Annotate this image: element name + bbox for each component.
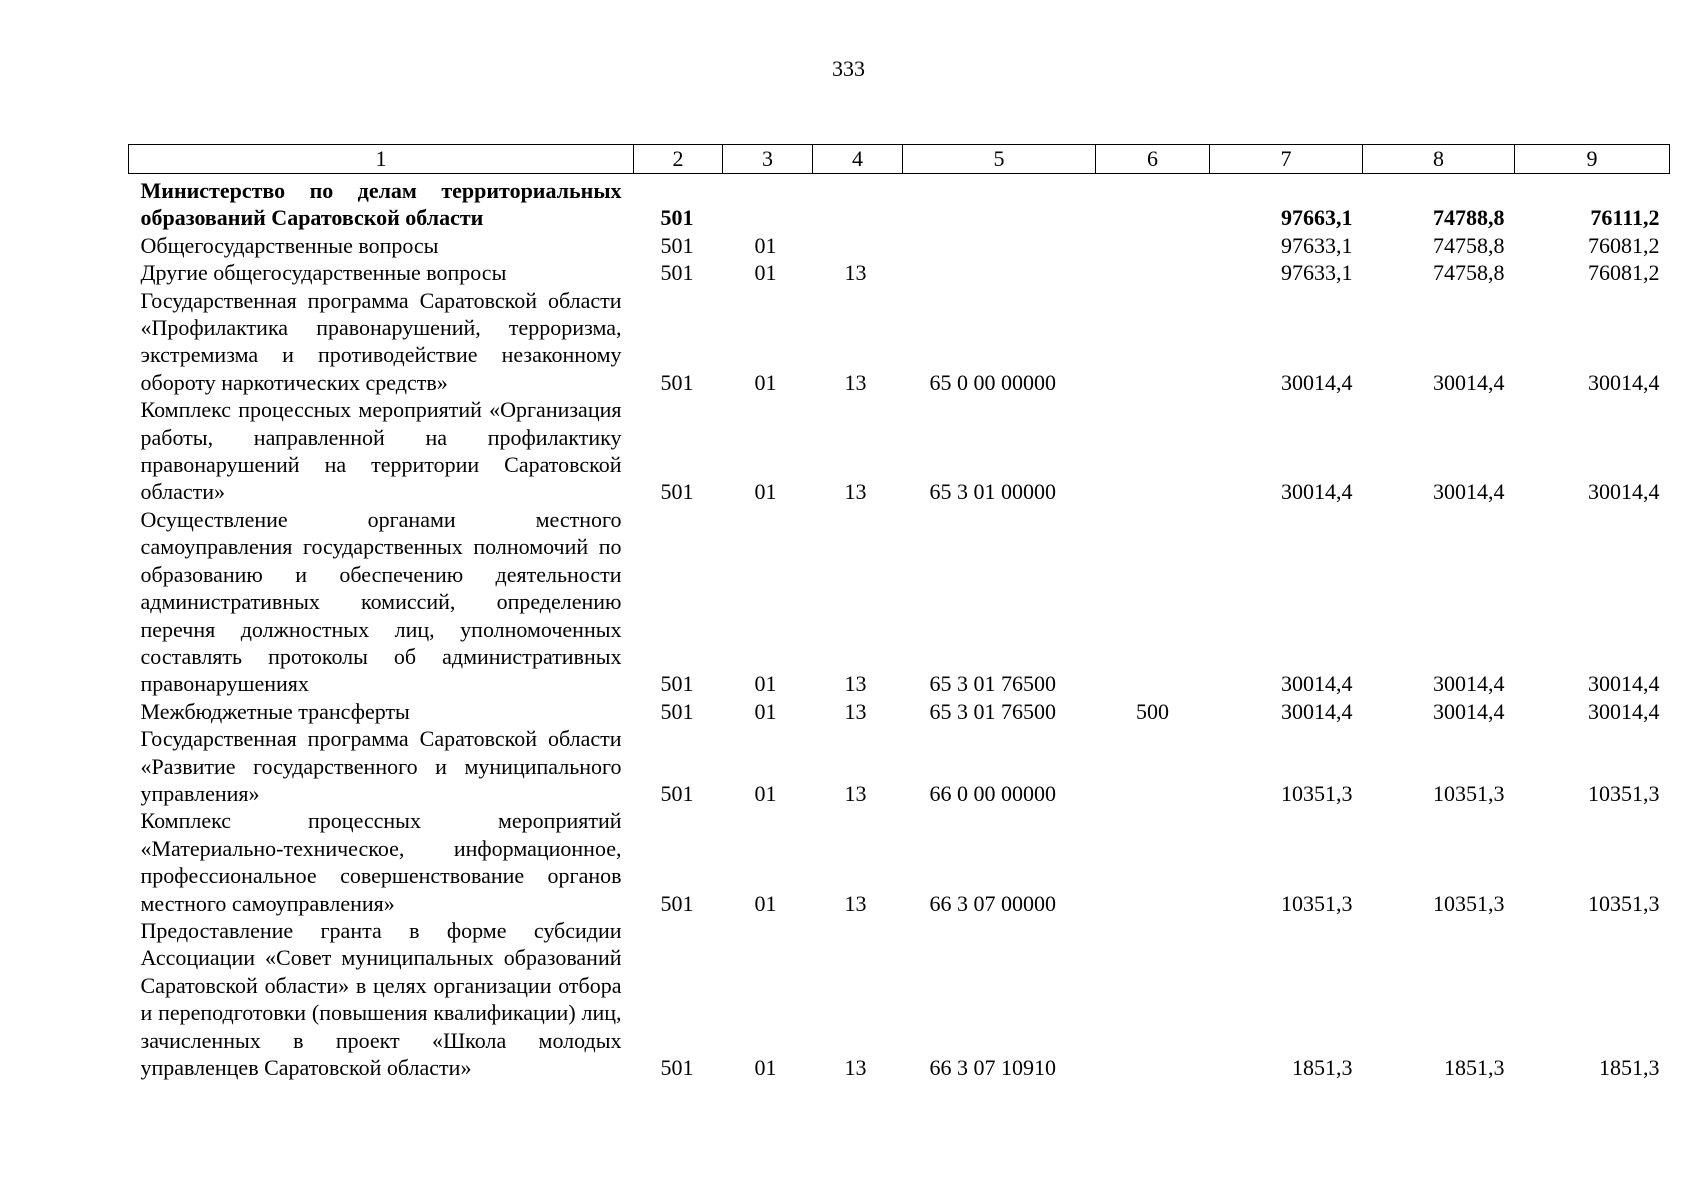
- row-expense-type: [1096, 506, 1210, 698]
- row-value-9: 76111,2: [1590, 205, 1660, 231]
- table-row: [129, 807, 1670, 917]
- row-section: 01: [754, 232, 777, 258]
- row-value-8: 74758,8: [1433, 232, 1505, 258]
- row-grbs: 501: [660, 780, 694, 806]
- row-grbs: 501: [660, 671, 694, 697]
- row-target-article: [903, 232, 1096, 259]
- row-subsection: 13: [844, 479, 867, 505]
- row-name: Министерство по делам территориальных образований Саратовской области: [140, 178, 622, 231]
- row-value-9: 30014,4: [1588, 671, 1660, 697]
- row-name: Государственная программа Саратовской области «Развитие государственного и муниципального управления»: [140, 726, 622, 806]
- row-grbs: 501: [660, 232, 694, 258]
- row-value-7: 1851,3: [1292, 1055, 1353, 1080]
- row-value-7: 30014,4: [1281, 698, 1353, 724]
- row-target-article: 66 0 00 00000: [929, 780, 1056, 806]
- row-value-9: 30014,4: [1588, 369, 1660, 395]
- row-expense-type: [1096, 917, 1210, 1081]
- row-value-9: 76081,2: [1588, 260, 1660, 286]
- row-value-7: 10351,3: [1281, 780, 1353, 806]
- table-row: [129, 396, 1670, 506]
- row-section: 01: [754, 698, 777, 724]
- header-cell: 9: [1515, 145, 1670, 174]
- row-value-8: 30014,4: [1433, 671, 1505, 697]
- row-section: [723, 174, 813, 232]
- header-cell: 3: [723, 145, 813, 174]
- header-cell: 5: [903, 145, 1096, 174]
- row-target-article: 65 3 01 76500: [929, 671, 1056, 697]
- row-target-article: 65 0 00 00000: [929, 369, 1056, 395]
- table-row: [129, 232, 1670, 259]
- row-value-8: 10351,3: [1433, 780, 1505, 806]
- row-value-7: 30014,4: [1281, 369, 1353, 395]
- row-expense-type: [1096, 287, 1210, 397]
- row-value-7: 30014,4: [1281, 479, 1353, 505]
- table-row: [129, 698, 1670, 725]
- row-expense-type: [1096, 396, 1210, 506]
- row-name: Общегосударственные вопросы: [140, 232, 439, 258]
- row-name: Другие общегосударственные вопросы: [140, 260, 507, 286]
- row-value-9: 30014,4: [1588, 479, 1660, 505]
- row-section: 01: [754, 369, 777, 395]
- row-target-article: [903, 174, 1096, 232]
- row-name: Государственная программа Саратовской области «Профилактика правонарушений, терроризма, экстремизма и противодействие незаконному обороту наркотических средств»: [140, 287, 622, 395]
- row-subsection: [813, 232, 903, 259]
- row-name: Комплекс процессных мероприятий «Организация работы, направленной на профилактику правонарушений на территории Саратовской области»: [140, 397, 622, 505]
- table-header: [129, 145, 1670, 174]
- header-cell: 7: [1210, 145, 1363, 174]
- row-value-9: 1851,3: [1599, 1055, 1660, 1080]
- row-target-article: 66 3 07 00000: [929, 890, 1056, 916]
- row-value-8: 30014,4: [1433, 479, 1505, 505]
- row-grbs: 501: [660, 1055, 694, 1080]
- row-value-8: 30014,4: [1433, 369, 1505, 395]
- row-subsection: [813, 174, 903, 232]
- row-value-8: 74788,8: [1433, 205, 1505, 231]
- row-value-9: 76081,2: [1588, 232, 1660, 258]
- row-subsection: 13: [844, 369, 867, 395]
- row-subsection: 13: [844, 260, 867, 286]
- row-expense-type: [1096, 259, 1210, 286]
- row-subsection: 13: [844, 780, 867, 806]
- budget-table: [128, 144, 1670, 1081]
- row-name: Осуществление органами местного самоуправления государственных полномочий по образованию и обеспечению деятельности административных комиссий, определению перечня должностных лиц, уполномоченных составлять протоколы об административных правонарушениях: [140, 506, 622, 697]
- row-expense-type: 500: [1136, 698, 1169, 724]
- row-value-9: 30014,4: [1588, 698, 1660, 724]
- header-cell: 6: [1096, 145, 1210, 174]
- table-row: [129, 287, 1670, 397]
- row-value-9: 10351,3: [1588, 780, 1660, 806]
- row-value-8: 30014,4: [1433, 698, 1505, 724]
- table-row: [129, 725, 1670, 807]
- row-expense-type: [1096, 174, 1210, 232]
- row-target-article: 66 3 07 10910: [929, 1055, 1056, 1080]
- row-section: 01: [754, 890, 777, 916]
- page-number: 333: [832, 56, 865, 81]
- row-value-9: 10351,3: [1588, 890, 1660, 916]
- table-row: [129, 506, 1670, 698]
- row-target-article: 65 3 01 76500: [929, 698, 1056, 724]
- row-value-7: 97633,1: [1281, 232, 1353, 258]
- row-value-7: 10351,3: [1281, 890, 1353, 916]
- header-cell: 2: [634, 145, 723, 174]
- row-value-7: 30014,4: [1281, 671, 1353, 697]
- row-grbs: 501: [660, 260, 694, 286]
- row-target-article: [903, 259, 1096, 286]
- table-row: [129, 917, 1670, 1081]
- row-value-8: 10351,3: [1433, 890, 1505, 916]
- row-expense-type: [1096, 232, 1210, 259]
- row-value-8: 1851,3: [1444, 1055, 1505, 1080]
- row-grbs: 501: [660, 205, 694, 231]
- row-target-article: 65 3 01 00000: [929, 479, 1056, 505]
- row-subsection: 13: [844, 698, 867, 724]
- row-grbs: 501: [660, 890, 694, 916]
- row-name: Предоставление гранта в форме субсидии Ассоциации «Совет муниципальных образований Саратовской области» в целях организации отбора и переподготовки (повышения квалификации) лиц, зачисленных в проект «Школа молодых управленцев Саратовской области»: [140, 917, 622, 1080]
- row-subsection: 13: [844, 1055, 867, 1080]
- table-row: [129, 174, 1670, 232]
- table-row: [129, 259, 1670, 286]
- row-section: 01: [754, 1055, 777, 1080]
- row-grbs: 501: [660, 479, 694, 505]
- row-grbs: 501: [660, 369, 694, 395]
- header-cell: 8: [1363, 145, 1515, 174]
- table-body: [129, 174, 1670, 1082]
- row-grbs: 501: [660, 698, 694, 724]
- row-subsection: 13: [844, 671, 867, 697]
- row-value-7: 97663,1: [1281, 205, 1353, 231]
- row-subsection: 13: [844, 890, 867, 916]
- row-name: Комплекс процессных мероприятий «Материально-техническое, информационное, профессиональное совершенствование органов местного самоуправления»: [140, 808, 622, 916]
- row-expense-type: [1096, 807, 1210, 917]
- row-section: 01: [754, 479, 777, 505]
- row-value-8: 74758,8: [1433, 260, 1505, 286]
- row-section: 01: [754, 260, 777, 286]
- header-cell: 4: [813, 145, 903, 174]
- row-name: Межбюджетные трансферты: [140, 698, 410, 724]
- row-section: 01: [754, 780, 777, 806]
- row-section: 01: [754, 671, 777, 697]
- row-value-7: 97633,1: [1281, 260, 1353, 286]
- row-expense-type: [1096, 725, 1210, 807]
- header-cell: 1: [129, 145, 634, 174]
